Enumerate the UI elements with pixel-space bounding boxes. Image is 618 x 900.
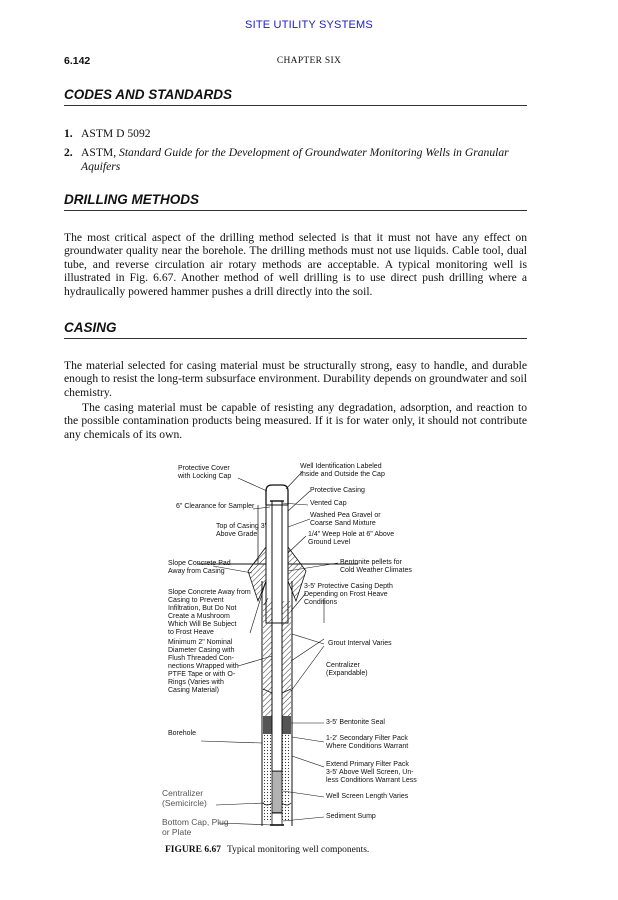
label-extend-primary: Extend Primary Filter Pack 3-5' Above Well Screen, Un- less Conditions Warrant Less (326, 761, 417, 784)
figure-caption-text: Typical monitoring well components. (226, 845, 370, 855)
label-protective-casing: Protective Casing (310, 487, 365, 494)
filter-pack (263, 734, 272, 822)
standard-title: Standard Guide for the Development of Groundwater Monitoring Wells in Granular Aquifers (81, 146, 509, 173)
drilling-paragraph: The most critical aspect of the drilling method selected is that it must not have any effect on groundwater quality near the borehole. The drilling methods must not use liquids. Cable tool, dual tube, and reverse circulation air rotary methods are acceptable. A typical monitoring well is illustrated in Fig. 6.67. Another method of well drilling is to use direct push drilling where a hydraulically powered hammer pushes a drill directly into the soil. (64, 231, 527, 298)
sediment-sump (272, 813, 282, 825)
label-bottom-cap: Bottom Cap, Plug or Plate (162, 817, 229, 837)
codes-list (64, 127, 527, 179)
label-sediment-sump: Sediment Sump (326, 813, 376, 820)
label-protective-cover: Protective Cover with Locking Cap (178, 465, 232, 480)
label-screen-length: Well Screen Length Varies (326, 793, 409, 800)
label-bentonite-pellets: Bentonite pellets for Cold Weather Climates (340, 559, 412, 574)
list-text: ASTM, (81, 146, 120, 159)
list-item (64, 146, 527, 174)
section-heading: CASING (64, 320, 117, 335)
page-number: 6.142 (64, 55, 91, 67)
label-clearance: 6" Clearance for Sampler (176, 503, 255, 510)
label-weep-hole: 1/4" Weep Hole at 6" Above Ground Level (308, 531, 395, 546)
well-screen (272, 771, 282, 813)
figure-label: FIGURE 6.67 (165, 845, 221, 855)
label-well-id: Well Identification Labeled Inside and Outside the Cap (300, 463, 385, 478)
figure-caption (165, 845, 369, 855)
label-grout-interval: Grout Interval Varies (328, 640, 392, 647)
label-vented-cap: Vented Cap (310, 500, 347, 507)
label-top-casing: Top of Casing 3' Above Grade (216, 523, 266, 538)
section-casing-heading (64, 320, 527, 339)
list-item (64, 127, 527, 141)
label-secondary-filter: 1-2' Secondary Filter Pack Where Conditions Warrant (326, 735, 409, 750)
monitoring-well-figure (158, 461, 458, 838)
section-drilling-heading (64, 192, 527, 211)
label-centralizer-semicircle: Centralizer (Semicircle) (162, 788, 207, 808)
label-protective-depth: 3-5' Protective Casing Depth Depending on Frost Heave Conditions (304, 583, 393, 606)
chapter-label: CHAPTER SIX (276, 56, 342, 66)
protective-cover (266, 485, 288, 505)
label-centralizer-expandable: Centralizer (Expandable) (326, 662, 368, 677)
running-header: SITE UTILITY SYSTEMS (245, 19, 373, 31)
list-number: 2. (64, 146, 73, 159)
list-number: 1. (64, 127, 73, 140)
section-heading: CODES AND STANDARDS (64, 87, 233, 102)
casing-paragraph-2: The casing material must be capable of resisting any degradation, adsorption, and reaction to the possible contamination products being measured. If it is for water only, it should not contribute any chemicals of its own. (64, 401, 527, 441)
label-minimum-diameter: Minimum 2" Nominal Diameter Casing with Flush Threaded Con- nections Wrapped with PTFE Tape or with O- Rings (Varies with Casing Material) (168, 639, 239, 694)
label-bentonite-seal: 3-5' Bentonite Seal (326, 719, 385, 726)
label-washed-pea: Washed Pea Gravel or Coarse Sand Mixture (310, 512, 381, 527)
casing-paragraph-1: The material selected for casing material must be structurally strong, easy to handle, and durable enough to resist the long-term subsurface environment. Durability depends on groundwater and soil chemistry. (64, 359, 527, 399)
list-text: ASTM D 5092 (81, 127, 151, 140)
label-slope-mushroom: Slope Concrete Away from Casing to Prevent Infiltration, But Do Not Create a Mushroom Which Will Be Subject to Frost Heave (168, 589, 251, 636)
section-heading: DRILLING METHODS (64, 192, 199, 207)
label-slope-pad: Slope Concrete Pad Away from Casing (168, 560, 231, 575)
section-codes-heading (64, 87, 527, 106)
label-borehole: Borehole (168, 730, 197, 737)
